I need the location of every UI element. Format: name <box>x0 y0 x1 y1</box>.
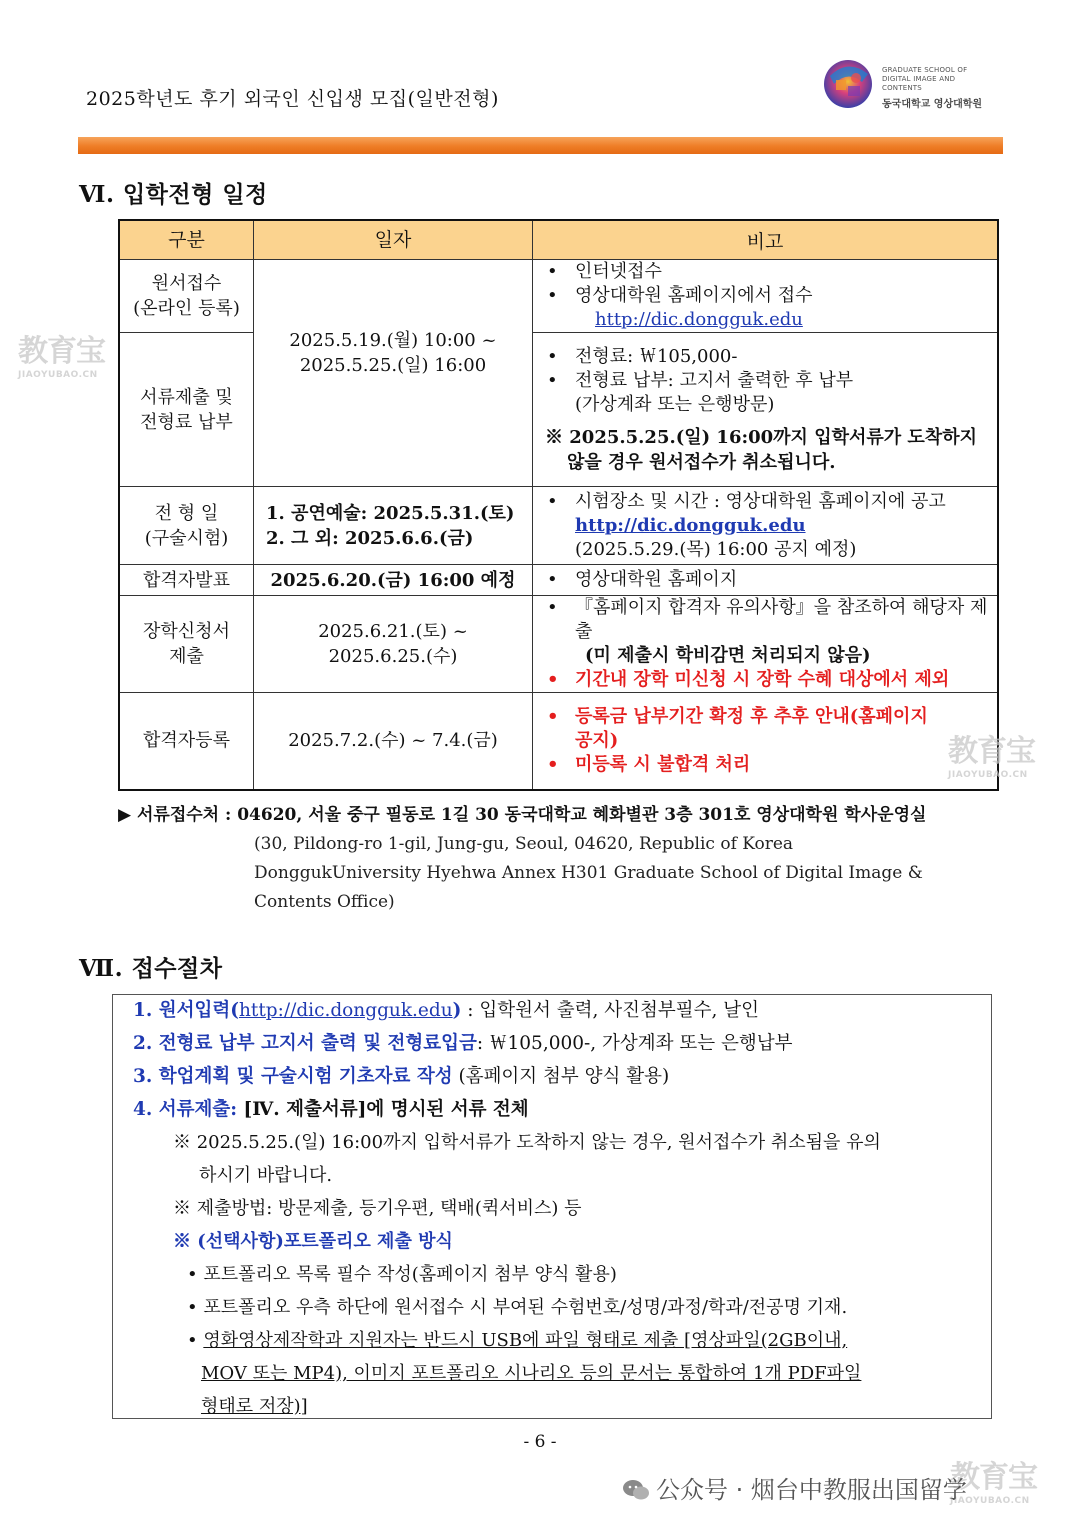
row-label-application: 원서접수 (온라인 등록) <box>119 260 254 333</box>
portfolio-note: ※ (선택사항)포트폴리오 제출 방식 <box>173 1231 453 1252</box>
list-item: • 영상대학원 홈페이지에서 접수 <box>547 284 997 308</box>
deadline-note: ※ 2025.5.25.(일) 16:00까지 입학서류가 도착하지 않는 경우, 원서접수가 취소됨을 유의 하시기 바랍니다. <box>173 1132 881 1186</box>
cancellation-warning: ※ 2025.5.25.(일) 16:00까지 입학서류가 도착하지 않을 경우 원서접수가 취소됩니다. <box>545 426 977 473</box>
table-row <box>119 565 998 596</box>
row-remarks-documents-fee <box>533 333 999 487</box>
watermark: 教育宝 JIAOYUBAO.CN <box>948 734 1035 780</box>
portfolio-bullet: • 포트폴리오 우측 하단에 원서접수 시 부여된 수험번호/성명/과정/학과/전공명 기재. <box>187 1297 848 1318</box>
procedure-step-2: 2. 전형료 납부 고지서 출력 및 전형료입금: ￦105,000-, 가상계좌 또는 은행납부 <box>133 1033 793 1054</box>
portfolio-bullet: • 포트폴리오 목록 필수 작성(홈페이지 첨부 양식 활용) <box>187 1264 617 1285</box>
table-row <box>119 693 998 790</box>
portfolio-bullet-film: • 영화영상제작학과 지원자는 반드시 USB에 파일 형태로 제출 [영상파일(2GB이내, MOV 또는 MP4), 이미지 포트폴리오 시나리오 등의 문서는 통합하여 1개 PDF파일 형태로 저장)] <box>187 1330 862 1417</box>
header-category: 구분 <box>119 220 254 260</box>
schedule-table <box>118 219 999 791</box>
section-title-schedule: Ⅵ. 입학전형 일정 <box>79 181 268 208</box>
address-english: Contents Office) <box>254 892 395 912</box>
homepage-link[interactable]: http://dic.dongguk.edu <box>239 1000 453 1021</box>
row-label-registration: 합격자등록 <box>119 693 254 790</box>
header-date: 일자 <box>254 220 533 260</box>
table-row <box>119 333 998 487</box>
watermark: 教育宝 JIAOYUBAO.CN <box>18 334 105 380</box>
logo-text <box>882 66 992 110</box>
row-label-announcement: 합격자발표 <box>119 565 254 596</box>
list-item: • 인터넷접수 <box>547 260 997 284</box>
address-korean: ▶ 서류접수처 : 04620, 서울 중구 필동로 1길 30 동국대학교 혜화별관 3층 301호 영상대학원 학사운영실 <box>118 805 927 825</box>
section-title-procedure: Ⅶ. 접수절차 <box>79 955 223 982</box>
homepage-link[interactable]: http://dic.dongguk.edu <box>595 309 803 330</box>
header-remarks: 비고 <box>533 220 999 260</box>
row-label-scholarship: 장학신청서 제출 <box>119 596 254 693</box>
row-remarks-exam-day <box>533 487 999 565</box>
list-item: • 등록금 납부기간 확정 후 추후 안내(홈페이지 공지) <box>547 705 997 753</box>
scholarship-period: 2025.6.21.(토) ~ 2025.6.25.(수) <box>254 596 533 693</box>
header-divider-bar <box>78 137 1003 154</box>
application-period: 2025.5.19.(월) 10:00 ~ 2025.5.25.(일) 16:00 <box>254 260 533 487</box>
list-item: • 『홈페이지 합격자 유의사항』을 참조하여 해당자 제출 (미 제출시 학비감면 처리되지 않음) <box>547 596 997 668</box>
procedure-box <box>112 994 992 1419</box>
homepage-link[interactable]: http://dic.dongguk.edu <box>575 514 806 536</box>
document-title: 2025학년도 후기 외국인 신입생 모집(일반전형) <box>86 88 499 110</box>
watermark: 教育宝 JIAOYUBAO.CN <box>950 1460 1037 1506</box>
table-header-row <box>119 220 998 260</box>
address-english: (30, Pildong-ro 1-gil, Jung-gu, Seoul, 04620, Republic of Korea <box>254 834 794 854</box>
list-item: • 미등록 시 불합격 처리 <box>547 753 997 777</box>
row-label-exam-day: 전 형 일 (구술시험) <box>119 487 254 565</box>
procedure-step-3: 3. 학업계획 및 구술시험 기초자료 작성 (홈페이지 첨부 양식 활용) <box>133 1066 670 1087</box>
logo-korean-name: 동국대학교 영상대학원 <box>882 99 983 110</box>
row-remarks-registration <box>533 693 999 790</box>
list-item: • 전형료 납부: 고지서 출력한 후 납부 (가상계좌 또는 은행방문) <box>547 369 997 417</box>
logo-english-line: DIGITAL IMAGE AND CONTENTS <box>882 75 956 92</box>
procedure-step-4: 4. 서류제출: [Ⅳ. 제출서류]에 명시된 서류 전체 <box>133 1099 529 1120</box>
address-english: DonggukUniversity Hyehwa Annex H301 Graduate School of Digital Image & <box>254 863 923 883</box>
table-row <box>119 596 998 693</box>
row-remarks-announcement <box>533 565 999 596</box>
table-row <box>119 260 998 333</box>
announcement-date: 2025.6.20.(금) 16:00 예정 <box>254 565 533 596</box>
registration-period: 2025.7.2.(수) ~ 7.4.(금) <box>254 693 533 790</box>
exam-dates: 1. 공연예술: 2025.5.31.(토) 2. 그 외: 2025.6.6.(금) <box>254 487 533 565</box>
row-remarks-application <box>533 260 999 333</box>
logo-mark-icon <box>822 56 874 110</box>
university-logo <box>822 56 992 112</box>
submission-address <box>118 801 1018 917</box>
submission-method-note: ※ 제출방법: 방문제출, 등기우편, 택배(퀵서비스) 등 <box>173 1198 582 1219</box>
wechat-icon <box>622 1478 650 1502</box>
list-item: • 시험장소 및 시간 : 영상대학원 홈페이지에 공고 http://dic.dongguk.edu (2025.5.29.(목) 16:00 공지 예정) <box>547 490 997 562</box>
row-remarks-scholarship <box>533 596 999 693</box>
list-item: • 전형료: ￦105,000- <box>547 345 997 369</box>
row-label-documents-fee: 서류제출 및 전형료 납부 <box>119 333 254 487</box>
list-item: • 영상대학원 홈페이지 <box>547 568 997 592</box>
list-item: • 기간내 장학 미신청 시 장학 수혜 대상에서 제외 <box>547 668 997 692</box>
logo-english-line: GRADUATE SCHOOL OF <box>882 66 968 74</box>
table-row <box>119 487 998 565</box>
procedure-step-1: 1. 원서입력(http://dic.dongguk.edu) : 입학원서 출력, 사진첨부필수, 날인 <box>133 1000 759 1021</box>
page-number: - 6 - <box>523 1432 557 1452</box>
wechat-footer: 公众号 · 烟台中教服出国留学 <box>622 1470 967 1505</box>
